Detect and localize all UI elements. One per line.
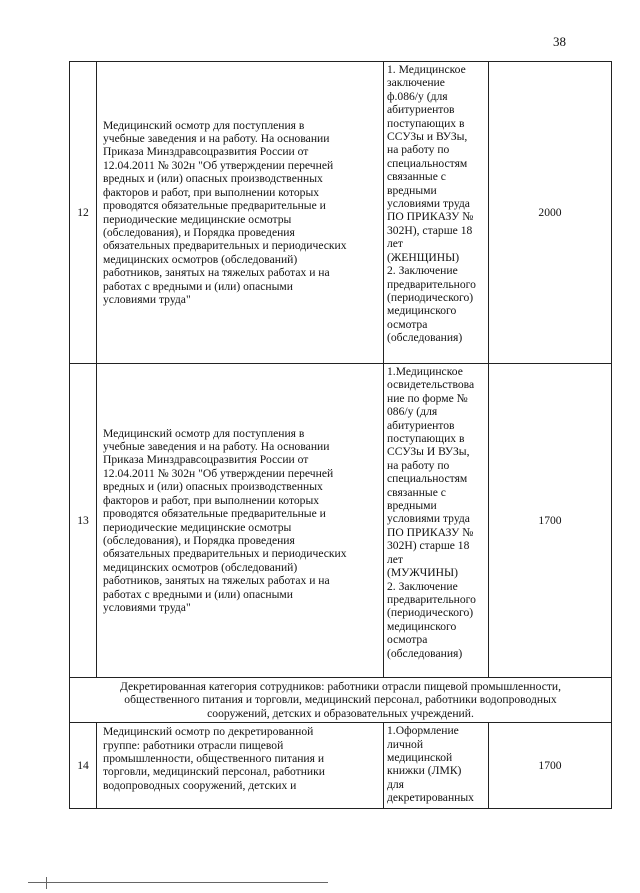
document-line: на работу по — [387, 143, 450, 157]
description-line: промышленности, общественного питания и — [103, 752, 325, 766]
description-line: медицинских осмотров (обследований) — [103, 252, 298, 266]
document-line: (периодического) — [387, 290, 474, 304]
document-line: (обследования) — [387, 331, 463, 345]
document-line: предварительного — [387, 592, 476, 606]
description-line: медицинских осмотров (обследований) — [103, 560, 298, 574]
document-line: медицинского — [387, 304, 457, 318]
row-number: 13 — [70, 364, 97, 678]
table-row — [70, 62, 612, 364]
document-line: 1.Оформление — [387, 724, 459, 738]
description-line: обязательных предварительных и периодических — [103, 547, 347, 561]
document-line: осмотра — [387, 317, 428, 331]
description-line: работников, занятых на тяжелых работах и на — [103, 266, 330, 280]
description-line: торговли, медицинский персонал, работники — [103, 765, 325, 779]
service-price: 1700 — [489, 364, 612, 678]
document-line: предварительного — [387, 277, 476, 291]
document-line: декретированных — [387, 791, 474, 805]
description-line: (обследования), и Порядка проведения — [103, 225, 295, 239]
document-line: 2. Заключение — [387, 264, 458, 278]
description-line: работах с вредными и (или) опасными — [103, 587, 293, 601]
category-line: Декретированная категория сотрудников: работники отрасли пищевой промышленности, — [119, 680, 562, 693]
service-description — [97, 723, 384, 809]
document-line: абитуриентов — [387, 418, 455, 432]
document-line: ССУЗы И ВУЗы, — [387, 445, 470, 459]
document-line: поступающих в — [387, 432, 465, 446]
document-line: ПО ПРИКАЗУ № — [387, 210, 474, 224]
document-line: вредными — [387, 183, 437, 197]
document-list — [384, 723, 489, 809]
table-row — [70, 723, 612, 809]
description-line: периодические медицинские осмотры — [103, 520, 292, 534]
footer-rule — [28, 882, 328, 883]
description-line: факторов и работ, при выполнении которых — [103, 185, 320, 199]
service-description — [97, 364, 384, 678]
document-line: 302Н) старше 18 — [387, 539, 470, 553]
document-line: книжки (ЛМК) — [387, 764, 462, 778]
description-line: 12.04.2011 № 302н "Об утверждении перечней — [103, 466, 334, 480]
document-line: 1.Медицинское — [387, 365, 463, 378]
document-line: вредными — [387, 499, 437, 513]
document-line: освидетельствова — [387, 378, 475, 392]
page-number: 38 — [553, 34, 566, 49]
document-line: связанные с — [387, 485, 446, 499]
service-price: 2000 — [489, 62, 612, 364]
description-line: обязательных предварительных и периодических — [103, 239, 347, 253]
document-line: медицинского — [387, 619, 457, 633]
document-line: для — [387, 777, 405, 791]
table-row — [70, 364, 612, 678]
document-line: 1. Медицинское — [387, 63, 466, 76]
category-line: сооружений, детских и образовательных учреждений. — [207, 706, 474, 720]
document-line: 086/у (для — [387, 405, 438, 419]
description-line: работников, занятых на тяжелых работах и на — [103, 574, 330, 588]
description-line: учебные заведения и на работу. На основании — [103, 440, 330, 454]
document-line: ССУЗы и ВУЗы, — [387, 130, 468, 144]
description-line: Медицинский осмотр для поступления в — [103, 426, 305, 440]
document-line: абитуриентов — [387, 103, 455, 117]
description-line: учебные заведения и на работу. На основании — [103, 132, 330, 146]
category-heading — [70, 678, 612, 723]
description-line: условиями труда" — [103, 292, 191, 306]
document-line: (ЖЕНЩИНЫ) — [387, 250, 460, 264]
price-table — [69, 61, 612, 809]
document-line: заключение — [387, 76, 445, 90]
description-line: (обследования), и Порядка проведения — [103, 533, 295, 547]
description-line: вредных и (или) опасных производственных — [103, 172, 323, 186]
service-description — [97, 62, 384, 364]
document-line: 302Н), старше 18 — [387, 223, 473, 237]
document-line: специальностям — [387, 472, 468, 486]
document-line: связанные с — [387, 170, 446, 184]
description-line: Приказа Минздравсоцразвития России от — [103, 145, 309, 159]
document-line: (МУЖЧИНЫ) — [387, 566, 459, 580]
document-line: поступающих в — [387, 116, 465, 130]
document-line: лет — [387, 237, 403, 251]
category-line: общественного питания и торговли, медицинский персонал, работники водопроводных — [124, 693, 557, 707]
document-line: (обследования) — [387, 646, 463, 660]
description-line: Приказа Минздравсоцразвития России от — [103, 453, 309, 467]
document-line: лет — [387, 552, 403, 566]
document-line: осмотра — [387, 633, 428, 647]
description-line: условиями труда" — [103, 600, 191, 614]
document-list — [384, 62, 489, 364]
row-number: 14 — [70, 723, 97, 809]
description-line: водопроводных сооружений, детских и — [103, 778, 297, 792]
document-line: условиями труда — [387, 197, 470, 211]
document-line: ПО ПРИКАЗУ № — [387, 525, 474, 539]
document-line: условиями труда — [387, 512, 470, 526]
document-line: 2. Заключение — [387, 579, 458, 593]
description-line: периодические медицинские осмотры — [103, 212, 292, 226]
document-line: (периодического) — [387, 606, 474, 620]
description-line: Медицинский осмотр для поступления в — [103, 118, 305, 132]
service-price: 1700 — [489, 723, 612, 809]
document-line: ние по форме № — [387, 391, 468, 405]
document-line: специальностям — [387, 156, 468, 170]
description-line: проводятся обязательные предварительные и — [103, 507, 326, 521]
description-line: работах с вредными и (или) опасными — [103, 279, 293, 293]
description-line: Медицинский осмотр по декретированной — [103, 725, 314, 739]
document-list — [384, 364, 489, 678]
description-line: 12.04.2011 № 302н "Об утверждении перечней — [103, 158, 334, 172]
document-line: медицинской — [387, 751, 453, 765]
description-line: вредных и (или) опасных производственных — [103, 480, 323, 494]
document-line: на работу по — [387, 458, 450, 472]
document-line: личной — [387, 737, 424, 751]
description-line: группе: работники отрасли пищевой — [103, 738, 284, 752]
footer-tick — [46, 877, 47, 889]
description-line: факторов и работ, при выполнении которых — [103, 493, 320, 507]
document-line: ф.086/у (для — [387, 89, 448, 103]
row-number: 12 — [70, 62, 97, 364]
description-line: проводятся обязательные предварительные и — [103, 199, 326, 213]
category-row — [70, 678, 612, 723]
